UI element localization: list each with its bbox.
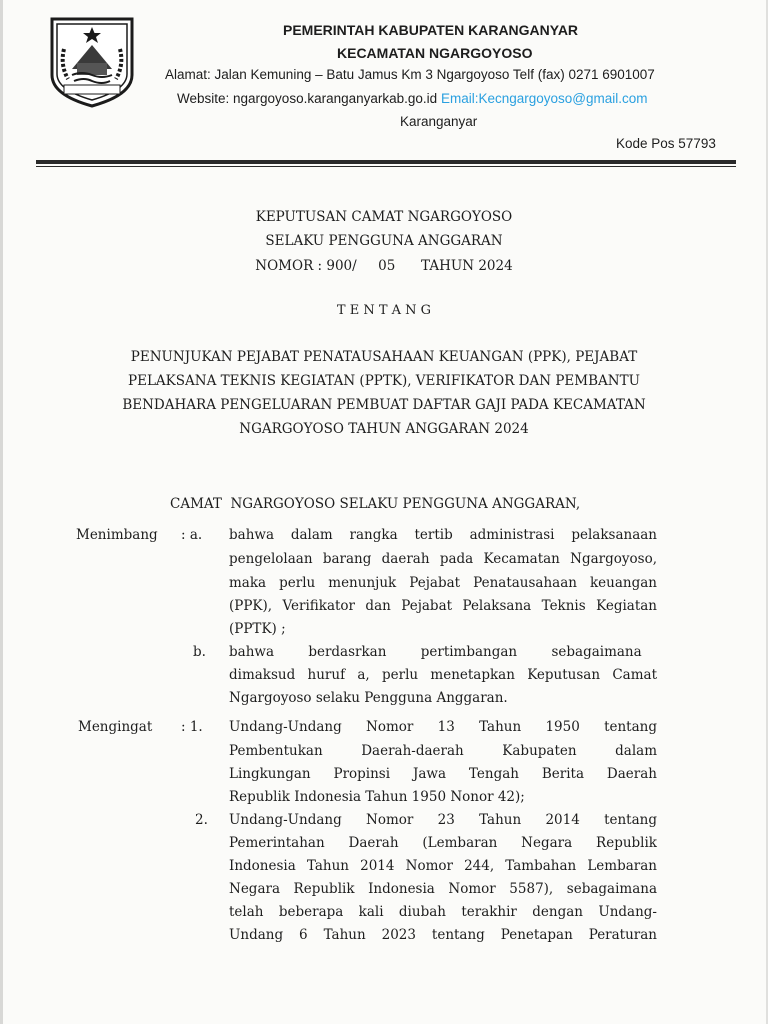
header-contact bbox=[177, 91, 647, 106]
mengingat-1-line: Republik Indonesia Tahun 1950 Nonor 42); bbox=[229, 789, 525, 805]
mengingat-2-line: Negara Republik Indonesia Nomor 5587), sebagaimana bbox=[229, 881, 657, 897]
header-email[interactable]: Email:Kecngargoyoso@gmail.com bbox=[440, 91, 648, 106]
menimbang-b-line: Ngargoyoso selaku Pengguna Anggaran. bbox=[229, 690, 508, 706]
header-divider-thick bbox=[36, 160, 736, 164]
header-website[interactable]: Website: ngargoyoso.karanganyarkab.go.id bbox=[177, 91, 438, 106]
decree-subject-line: PELAKSANA TEKNIS KEGIATAN (PPTK), VERIFIKATOR DAN PEMBANTU bbox=[128, 373, 640, 389]
decree-issuer: CAMAT NGARGOYOSO SELAKU PENGGUNA ANGGARAN, bbox=[170, 496, 581, 512]
decree-tentang: T E N T A N G bbox=[336, 303, 432, 318]
header-divider-thin bbox=[36, 166, 736, 167]
header-district: KECAMATAN NGARGOYOSO bbox=[337, 45, 533, 61]
decree-subject-line: NGARGOYOSO TAHUN ANGGARAN 2024 bbox=[239, 421, 529, 437]
header-city: Karanganyar bbox=[400, 114, 478, 129]
mengingat-marker-1: : 1. bbox=[181, 719, 203, 735]
menimbang-a-line: (PPTK) ; bbox=[229, 621, 286, 637]
mengingat-label: Mengingat bbox=[78, 719, 153, 735]
mengingat-2-line: Undang-Undang Nomor 23 Tahun 2014 tentang bbox=[229, 812, 657, 828]
mengingat-2-line: telah beberapa kali diubah terakhir dengan Undang- bbox=[229, 904, 657, 920]
header-address: Alamat: Jalan Kemuning – Batu Jamus Km 3 Ngargoyoso Telf (fax) 0271 6901007 bbox=[165, 67, 655, 82]
menimbang-b-line: bahwa berdasrkan pertimbangan sebagaimana bbox=[229, 644, 642, 660]
mengingat-1-line: Lingkungan Propinsi Jawa Tengah Berita Daerah bbox=[229, 766, 657, 782]
decree-subtitle: SELAKU PENGGUNA ANGGARAN bbox=[265, 233, 503, 249]
menimbang-label: Menimbang bbox=[76, 527, 158, 543]
decree-subject-line: PENUNJUKAN PEJABAT PENATAUSAHAAN KEUANGAN (PPK), PEJABAT bbox=[130, 349, 638, 365]
menimbang-a-line: maka perlu menunjuk Pejabat Penatausahaan keuangan bbox=[229, 575, 657, 591]
mengingat-2-line: Indonesia Tahun 2014 Nomor 244, Tambahan Lembaran bbox=[229, 858, 657, 874]
decree-subject-line: BENDAHARA PENGELUARAN PEMBUAT DAFTAR GAJI PADA KECAMATAN bbox=[122, 397, 646, 413]
menimbang-a-line: pengelolaan barang daerah pada Kecamatan Ngargoyoso, bbox=[229, 551, 657, 567]
decree-number: NOMOR : 900/ 05 TAHUN 2024 bbox=[255, 258, 513, 274]
header-government: PEMERINTAH KABUPATEN KARANGANYAR bbox=[283, 22, 579, 38]
mengingat-1-line: Undang-Undang Nomor 13 Tahun 1950 tentang bbox=[229, 719, 657, 735]
menimbang-b-line: dimaksud huruf a, perlu menetapkan Keputusan Camat bbox=[229, 667, 657, 683]
menimbang-marker-b: b. bbox=[193, 644, 206, 660]
menimbang-a-line: (PPK), Verifikator dan Pejabat Pelaksana Teknis Kegiatan bbox=[229, 598, 657, 614]
mengingat-2-line: Pemerintahan Daerah (Lembaran Negara Republik bbox=[229, 835, 657, 851]
menimbang-marker-a: : a. bbox=[181, 527, 203, 543]
mengingat-marker-2: 2. bbox=[195, 812, 208, 828]
mengingat-1-line: Pembentukan Daerah-daerah Kabupaten dalam bbox=[229, 743, 657, 759]
regency-crest-icon bbox=[46, 13, 138, 109]
menimbang-a-line: bahwa dalam rangka tertib administrasi pelaksanaan bbox=[229, 527, 657, 543]
scan-edge bbox=[0, 0, 3, 1024]
decree-title: KEPUTUSAN CAMAT NGARGOYOSO bbox=[255, 209, 513, 225]
header-postal-code: Kode Pos 57793 bbox=[616, 136, 716, 151]
mengingat-2-line: Undang 6 Tahun 2023 tentang Penetapan Peraturan bbox=[229, 927, 657, 943]
